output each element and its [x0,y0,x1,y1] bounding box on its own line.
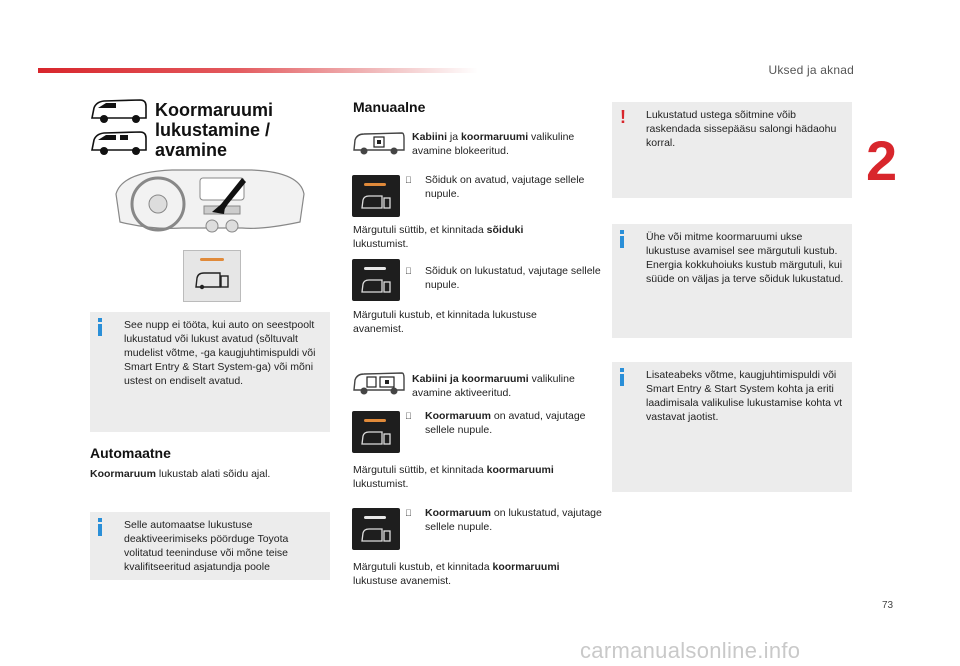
step-3: Koormaruum on avatud, vajutage sellele nupule. [425,410,586,436]
button-closeup [183,250,241,302]
info-box-button [90,312,330,432]
section-title: Uksed ja aknad [768,63,854,77]
selective-intro: Kabiini ja koormaruumi valikuline avamine aktiveeritud. [412,373,575,399]
info-text: See nupp ei tööta, kui auto on seestpoolt lukustatud või lukust avatud (sõltuvalt mudelist võtme, -ga kaugjuhtimispuldi või Smart Entry & Start System-ga) või mõni ustest on endiselt avatud. [124,319,316,387]
info-box-automatic [90,512,330,580]
paragraph-led-on-vehicle: Märgutuli süttib, et kinnitada sõiduki lukustumist. [353,224,524,250]
chapter-number: 2 [866,129,898,192]
dashboard-illustration [112,164,308,244]
warning-text: Lukustatud ustega sõitmine võib raskendada sissepääsu salongi hädaohu korral. [646,109,837,149]
automatic-text: Koormaruum lukustab alati sõidu ajal. [90,468,271,480]
step-4: Koormaruum on lukustatud, vajutage sellele nupule. [425,507,602,533]
page-title: Koormaruumi lukustamine / avamine [155,100,274,160]
van-icon [90,98,148,124]
van-cabin-lock-icon [352,130,406,156]
van-long-icon [90,130,148,156]
van-cargo-lock-icon [352,370,406,396]
info-box-indicator [612,224,852,338]
indicator-led [200,258,224,261]
manual-intro: Kabiini ja koormaruumi valikuline avamine blokeeritud. [412,131,575,157]
step-2: Sõiduk on lukustatud, vajutage sellele nupule. [425,265,601,291]
lock-button-open-icon [352,175,400,217]
page-number: 73 [882,600,894,611]
info-icon [620,230,624,246]
info-text: Ühe või mitme koormaruumi ukse lukustuse avamisel see märgutuli kustub. Energia kokkuhoiuks kustub märgutuli, kui süüde on väljas ja terve sõiduk lukustatud. [646,231,844,285]
manual-heading: Manuaalne [353,99,426,115]
info-box-reference [612,362,852,492]
step-1: Sõiduk on avatud, vajutage sellele nupule. [425,174,585,200]
cargo-button-locked-icon [352,508,400,550]
paragraph-led-on-cargo: Märgutuli süttib, et kinnitada koormaruumi lukustumist. [353,464,554,490]
paragraph-led-off-cargo: Märgutuli kustub, et kinnitada koormaruumi lukustuse avanemist. [353,561,560,587]
header-accent-bar [38,68,478,73]
cargo-button-open-icon [352,411,400,453]
info-text: Lisateabeks võtme, kaugjuhtimispuldi või Smart Entry & Start System kohta ja eriti laadimisala valikulise lukustamise kohta vt vastavat jaotist. [646,369,843,423]
info-icon [98,518,102,534]
info-icon [98,318,102,334]
warning-icon: ! [620,107,626,127]
paragraph-led-off: Märgutuli kustub, et kinnitada lukustuse avanemist. [353,309,537,335]
van-lock-icon [194,269,230,291]
watermark: carmanualsonline.info [580,638,801,663]
warning-box [612,102,852,198]
lock-button-locked-icon [352,259,400,301]
info-icon [620,368,624,384]
info-text: Selle automaatse lukustuse deaktiveerimiseks pöörduge Toyota volitatud teeninduse või mõne teise kvalifitseeritud asjatundja poole [124,519,289,573]
automatic-heading: Automaatne [90,445,171,461]
